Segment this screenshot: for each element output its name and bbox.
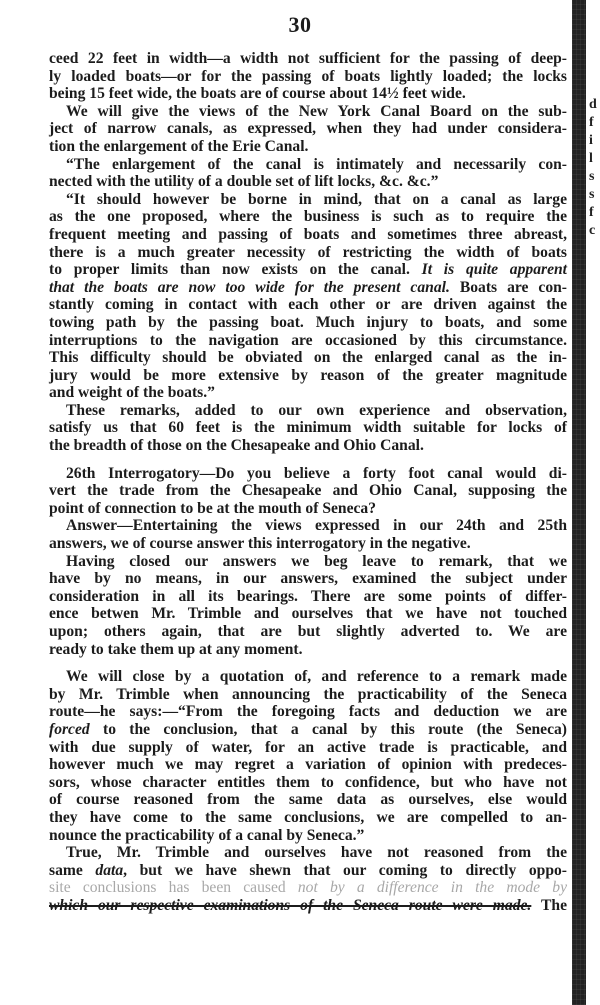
paragraph-true-mr-trimble	[49, 844, 567, 914]
text-line: Answer—Entertaining the views expressed in our 24th and 25th	[66, 517, 567, 535]
italic-emphasis: data	[95, 861, 124, 879]
text-line: We will give the views of the New York Canal Board on the sub-	[66, 102, 567, 120]
text-line: True, Mr. Trimble and ourselves have not reasoned from the	[66, 844, 567, 862]
text-line: upon; others again, that are but slightly adverted to. We are	[49, 623, 567, 640]
paragraph-having-closed	[49, 553, 567, 659]
text-line	[49, 721, 567, 739]
italic-emphasis: that the boats are now too wide for the present canal.	[49, 278, 450, 296]
text-line: ready to take them up at any moment.	[49, 640, 303, 658]
text-line: ceed 22 feet in width—a width not sufficient for the passing of deep-	[49, 50, 567, 67]
text-line: These remarks, added to our own experience and observation,	[66, 401, 567, 419]
plain-text: The	[541, 896, 567, 914]
text-line: sors, whose character entitles them to confidence, but who have not	[49, 773, 567, 791]
smudged-text-line	[49, 897, 567, 915]
text-line: and weight of the boats.”	[49, 384, 215, 402]
fragment-letter: l	[589, 151, 593, 166]
plain-text: , but we have shewn that our coming to directly oppo-	[123, 861, 567, 879]
fragment-letter: f	[589, 115, 594, 130]
text-line: vert the trade from the Chesapeake and Ohio Canal, supposing the	[49, 482, 567, 500]
paragraph-quotation-trimble	[49, 668, 567, 844]
faded-text-line	[49, 879, 567, 897]
text-line: by Mr. Trimble when announcing the practicability of the Seneca	[49, 685, 567, 703]
text-line	[49, 261, 567, 279]
faded-text: site conclusions has been caused	[49, 879, 286, 897]
plain-text: Boats are con-	[459, 278, 567, 296]
text-line: This difficulty should be obviated on the enlarged canal as the in-	[49, 349, 567, 367]
text-line	[49, 279, 567, 297]
text-line: the breadth of those on the Chesapeake and Ohio Canal.	[49, 437, 424, 455]
text-line: “The enlargement of the canal is intimately and necessarily con-	[66, 155, 567, 173]
text-line	[49, 862, 567, 880]
text-line: We will close by a quotation of, and reference to a remark made	[66, 668, 567, 686]
text-line: nected with the utility of a double set of lift locks, &c. &c.”	[49, 173, 439, 191]
italic-emphasis: forced	[49, 720, 90, 738]
plain-text: to proper limits than now exists on the canal.	[49, 261, 410, 279]
text-line: with due supply of water, for an active trade is practicable, and	[49, 738, 567, 756]
text-line: consideration in all its bearings. There are some points of differ-	[49, 587, 567, 605]
text-line: of course reasoned from the same data as ourselves, else would	[49, 791, 567, 809]
text-line: satisfy us that 60 feet is the minimum width suitable for locks of	[49, 419, 567, 437]
paragraph-interrogatory-26	[49, 465, 567, 518]
text-line: as the one proposed, where the business is such as to require the	[49, 208, 567, 226]
text-line: nounce the practicability of a canal by Seneca.”	[49, 826, 365, 844]
binding-edge-shadow	[572, 0, 586, 1005]
fragment-letter: s	[589, 187, 595, 202]
text-line: however much we may regret a variation of opinion with predeces-	[49, 756, 567, 774]
smudged-italic-text: which our respective examinations of the Seneca route were made.	[49, 896, 532, 914]
text-line: frequent meeting and passing of boats and sometimes three abreast,	[49, 225, 567, 243]
text-line: route—he says:—“From the foregoing facts and deduction we are	[49, 703, 567, 721]
paragraph-quote-enlargement	[49, 156, 567, 191]
fragment-letter: i	[589, 133, 593, 148]
text-line: ly loaded boats—or for the passing of boats lightly loaded; the locks	[49, 67, 567, 85]
fragment-letter: s	[589, 169, 595, 184]
text-line: ject of narrow canals, as expressed, when they had under considera-	[49, 120, 567, 138]
italic-emphasis: It is quite apparent	[421, 261, 567, 279]
text-line: there is a much greater necessity of restricting the width of boats	[49, 243, 567, 261]
plain-text: to the conclusion, that a canal by this route (the Seneca)	[103, 720, 567, 738]
text-line: have by no means, in our answers, examined the subject under	[49, 570, 567, 588]
paragraph-continuation	[49, 50, 567, 103]
text-line: jury would be more extensive by reason of the greater magnitude	[49, 366, 567, 384]
paragraph-these-remarks	[49, 402, 567, 455]
plain-text: same	[49, 861, 83, 879]
adjacent-page-fragment	[589, 96, 600, 240]
faded-italic-text: not by a difference in the mode by	[297, 879, 567, 897]
text-line: stantly coming in contact with each other or are driven against the	[49, 296, 567, 314]
page-number: 30	[288, 12, 312, 37]
paragraph-new-york-board	[49, 103, 567, 156]
text-line: point of connection to be at the mouth of Seneca?	[49, 499, 377, 517]
text-line: ence betwen Mr. Trimble and ourselves that we have not touched	[49, 605, 567, 623]
text-line: answers, we of course answer this interrogatory in the negative.	[49, 535, 471, 553]
fragment-letter: f	[589, 205, 594, 220]
text-line: Having closed our answers we beg leave to remark, that we	[66, 552, 567, 570]
fragment-letter: c	[589, 223, 596, 238]
text-line: they have come to the same conclusions, we are compelled to an-	[49, 808, 567, 826]
paragraph-quote-borne-in-mind	[49, 191, 567, 402]
text-line: tion the enlargement of the Erie Canal.	[49, 137, 309, 155]
fragment-letter: d	[589, 97, 597, 112]
text-line: “It should however be borne in mind, that on a canal as large	[66, 190, 567, 208]
text-line: 26th Interrogatory—Do you believe a forty foot canal would di-	[66, 464, 567, 482]
text-line: being 15 feet wide, the boats are of course about 14½ feet wide.	[49, 85, 466, 103]
text-line: interruptions to the navigation are occasioned by this circumstance.	[49, 331, 567, 349]
text-line: towing path by the passing boat. Much injury to boats, and some	[49, 313, 567, 331]
body-text	[49, 50, 567, 915]
paragraph-answer	[49, 517, 567, 552]
